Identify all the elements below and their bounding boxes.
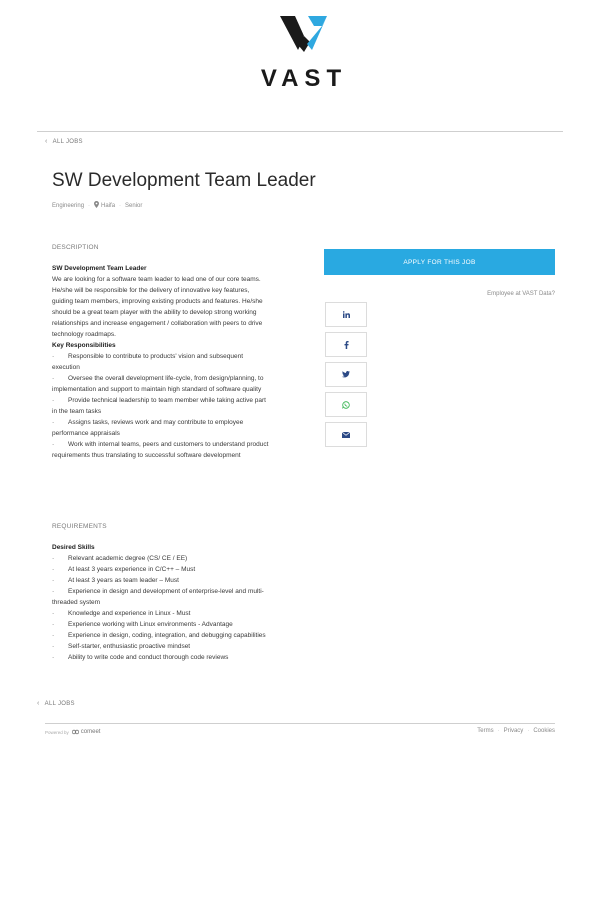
privacy-link[interactable]: Privacy	[503, 728, 524, 734]
description-intro-text: We are looking for a software team leader to lead one of our core teams. He/she will be responsible for the delivery of innovative key features, guiding team members, improving existing products and features. He/she should be a great team player with the ability to develop strong working relationships and increase engagement / collaboration with peers to drive technology roadmaps.	[52, 276, 263, 338]
list-item-text: Responsible to contribute to products' vision and subsequent execution	[52, 353, 244, 371]
share-email-button[interactable]	[325, 422, 367, 447]
bullet-mark: ·	[52, 555, 55, 562]
list-item	[52, 641, 270, 652]
powered-by[interactable]	[45, 729, 100, 735]
top-divider	[37, 131, 563, 132]
comeet-logo	[72, 729, 101, 735]
list-item	[52, 586, 270, 608]
responsibilities-list	[52, 351, 270, 461]
requirements-body	[52, 542, 270, 663]
list-item-text: Self-starter, enthusiastic proactive mindset	[68, 643, 191, 650]
share-linkedin-button[interactable]	[325, 302, 367, 327]
job-title: SW Development Team Leader	[52, 170, 316, 191]
list-item-text: Oversee the overall development life-cycle, from design/planning, to implementation and support to maintain high standard of software quality	[52, 375, 264, 393]
share-facebook-button[interactable]	[325, 332, 367, 357]
bullet-mark: ·	[52, 610, 55, 617]
list-item-text: Provide technical leadership to team member while taking active part in the team tasks	[52, 397, 266, 415]
email-icon	[342, 432, 350, 438]
bullet-mark: ·	[52, 621, 55, 628]
share-twitter-button[interactable]	[325, 362, 367, 387]
all-jobs-link-bottom[interactable]	[37, 700, 75, 707]
list-item-text: Work with internal teams, peers and customers to understand product requirements thus translating to successful software development	[52, 441, 269, 459]
footer-links	[477, 728, 555, 734]
chevron-left-icon: ‹	[37, 700, 40, 707]
comeet-mark-icon	[72, 729, 79, 735]
vast-logo[interactable]	[250, 14, 358, 88]
list-item	[52, 417, 270, 439]
terms-link[interactable]: Terms	[477, 728, 494, 734]
cookies-link[interactable]: Cookies	[533, 728, 555, 734]
location-pin-icon	[94, 201, 99, 210]
chevron-left-icon: ‹	[45, 138, 48, 145]
employee-referral-link[interactable]: Employee at VAST Data?	[487, 291, 555, 297]
job-level: Senior	[125, 202, 143, 209]
list-item	[52, 608, 270, 619]
list-item	[52, 439, 270, 461]
apply-button[interactable]: APPLY FOR THIS JOB	[324, 249, 555, 275]
meta-separator: ·	[119, 202, 122, 209]
all-jobs-link[interactable]	[45, 138, 83, 145]
bullet-mark: ·	[52, 441, 55, 448]
job-meta	[52, 201, 142, 210]
twitter-icon	[342, 371, 350, 378]
list-item-text: Knowledge and experience in Linux - Must	[68, 610, 191, 617]
responsibilities-title: Key Responsibilities	[52, 342, 116, 349]
job-department: Engineering	[52, 202, 85, 209]
list-item-text: Experience in design and development of enterprise-level and multi-threaded system	[52, 588, 264, 606]
list-item	[52, 373, 270, 395]
list-item	[52, 564, 270, 575]
logo-text: VAST	[260, 65, 348, 88]
whatsapp-icon	[342, 401, 350, 409]
bullet-mark: ·	[52, 577, 55, 584]
meta-separator: ·	[88, 202, 91, 209]
list-item	[52, 553, 270, 564]
list-item-text: Experience in design, coding, integration, and debugging capabilities	[68, 632, 266, 639]
list-item	[52, 652, 270, 663]
list-item	[52, 395, 270, 417]
bullet-mark: ·	[52, 397, 55, 404]
list-item-text: Ability to write code and conduct thorough code reviews	[68, 654, 229, 661]
list-item	[52, 630, 270, 641]
list-item-text: Assigns tasks, reviews work and may contribute to employee performance appraisals	[52, 419, 244, 437]
list-item-text: Relevant academic degree (CS/ CE / EE)	[68, 555, 188, 562]
footer-separator: ·	[527, 728, 530, 734]
skills-title: Desired Skills	[52, 544, 95, 551]
skills-list	[52, 553, 270, 663]
list-item	[52, 619, 270, 630]
list-item	[52, 351, 270, 373]
footer-divider	[45, 723, 555, 724]
powered-by-label: Powered by	[45, 729, 69, 735]
bullet-mark: ·	[52, 643, 55, 650]
facebook-icon	[344, 341, 349, 349]
job-location: Haifa	[101, 202, 116, 209]
share-whatsapp-button[interactable]	[325, 392, 367, 417]
bullet-mark: ·	[52, 632, 55, 639]
list-item-text: At least 3 years experience in C/C++ – Must	[68, 566, 196, 573]
bullet-mark: ·	[52, 375, 55, 382]
bullet-mark: ·	[52, 353, 55, 360]
description-body	[52, 263, 270, 461]
all-jobs-label: ALL JOBS	[52, 138, 83, 145]
all-jobs-label: ALL JOBS	[44, 700, 75, 707]
requirements-heading: REQUIREMENTS	[52, 523, 107, 530]
linkedin-icon	[343, 311, 350, 318]
footer-separator: ·	[497, 728, 500, 734]
list-item-text: Experience working with Linux environments - Advantage	[68, 621, 233, 628]
description-heading: DESCRIPTION	[52, 244, 99, 251]
description-intro-title: SW Development Team Leader	[52, 265, 147, 272]
list-item-text: At least 3 years as team leader – Must	[68, 577, 179, 584]
list-item	[52, 575, 270, 586]
bullet-mark: ·	[52, 566, 55, 573]
bullet-mark: ·	[52, 419, 55, 426]
comeet-brand-text: comeet	[80, 729, 101, 735]
bullet-mark: ·	[52, 654, 55, 661]
bullet-mark: ·	[52, 588, 55, 595]
